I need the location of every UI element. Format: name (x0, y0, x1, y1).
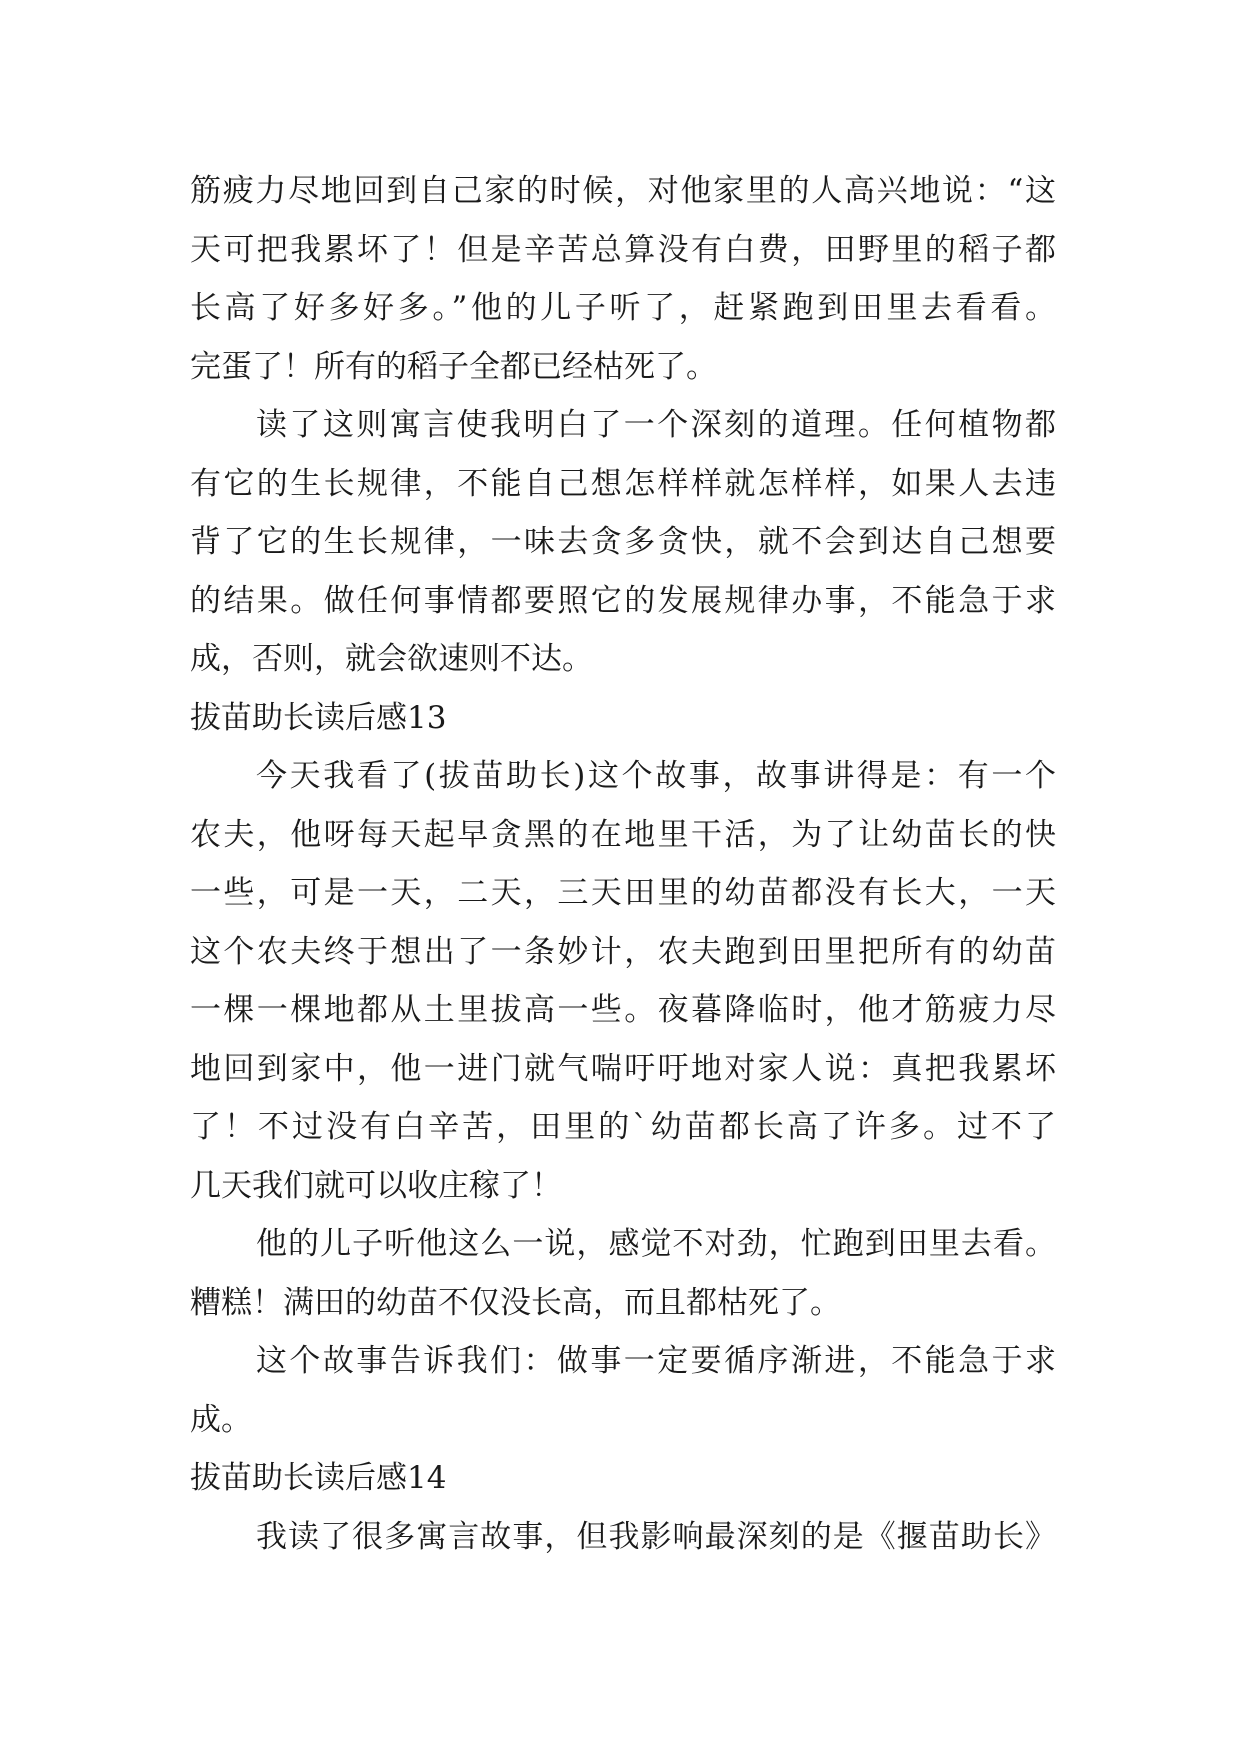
paragraph-6 (190, 1508, 1056, 1567)
text-line: 他的儿子听他这么一说，感觉不对劲，忙跑到田里去看。 (256, 1226, 1056, 1262)
text-line: 糟糕！满田的幼苗不仅没长高，而且都枯死了。 (190, 1284, 841, 1321)
section-heading-14: 拔苗助长读后感14 (190, 1460, 447, 1496)
paragraph-1 (190, 162, 1056, 396)
text-line: 今天我看了(拔苗助长)这个故事，故事讲得是：有一个 (256, 758, 1056, 794)
text-line: 筋疲力尽地回到自己家的时候，对他家里的人高兴地说：“这 (190, 173, 1056, 209)
text-line: 这个故事告诉我们：做事一定要循序渐进，不能急于求 (256, 1343, 1056, 1379)
text-line: 几天我们就可以收庄稼了！ (190, 1167, 562, 1204)
text-line: 我读了很多寓言故事，但我影响最深刻的是《揠苗助长》 (256, 1518, 1056, 1555)
text-line: 的结果。做任何事情都要照它的发展规律办事，不能急于求 (190, 582, 1056, 619)
paragraph-3 (190, 747, 1056, 1215)
section-heading-13: 拔苗助长读后感13 (190, 699, 447, 736)
text-line: 地回到家中，他一进门就气喘吁吁地对家人说：真把我累坏 (190, 1050, 1056, 1087)
text-line: 这个农夫终于想出了一条妙计，农夫跑到田里把所有的幼苗 (190, 933, 1056, 970)
text-line: 天可把我累坏了！但是辛苦总算没有白费，田野里的稻子都 (190, 231, 1056, 268)
text-line: 一棵一棵地都从土里拔高一些。夜暮降临时，他才筋疲力尽 (190, 992, 1056, 1028)
paragraph-4 (190, 1215, 1056, 1332)
text-line: 读了这则寓言使我明白了一个深刻的道理。任何植物都 (256, 407, 1056, 443)
text-line: 背了它的生长规律，一味去贪多贪快，就不会到达自己想要 (190, 524, 1056, 560)
text-line: 一些，可是一天，二天，三天田里的幼苗都没有长大，一天 (190, 875, 1056, 911)
text-line: 完蛋了！所有的稻子全都已经枯死了。 (190, 348, 717, 385)
text-line: 农夫，他呀每天起早贪黑的在地里干活，为了让幼苗长的快 (190, 816, 1056, 853)
paragraph-5 (190, 1332, 1056, 1449)
text-line: 有它的生长规律，不能自己想怎样样就怎样样，如果人去违 (190, 465, 1056, 502)
document-body (190, 162, 1056, 1566)
text-line: 成。 (190, 1401, 252, 1438)
text-line: 长高了好多好多。”他的儿子听了，赶紧跑到田里去看看。 (190, 290, 1056, 326)
text-line: 了！不过没有白辛苦，田里的`幼苗都长高了许多。过不了 (190, 1109, 1056, 1145)
text-line: 成，否则，就会欲速则不达。 (190, 641, 593, 677)
paragraph-2 (190, 396, 1056, 689)
